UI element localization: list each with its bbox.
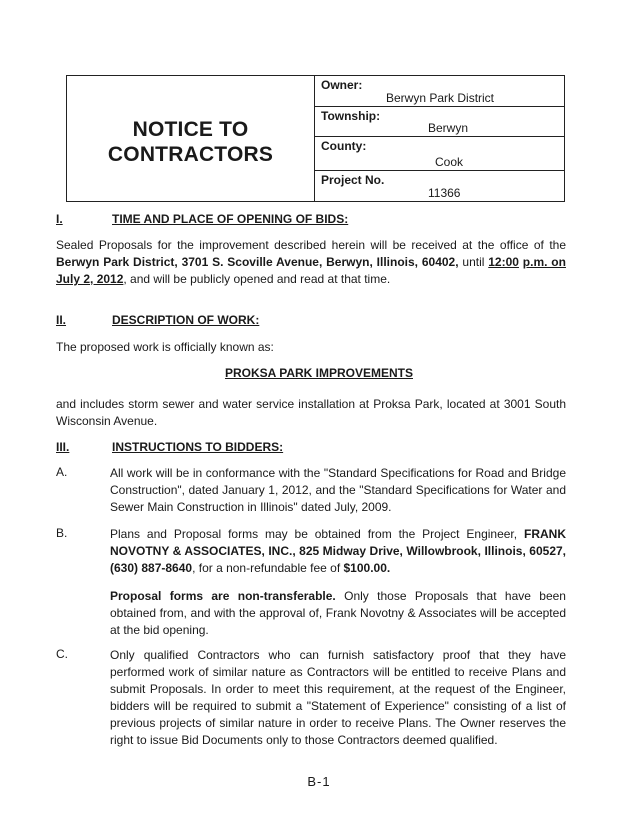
section-3-number: III.	[56, 440, 70, 454]
notice-title	[67, 117, 314, 167]
section-3-heading	[56, 440, 283, 454]
county-label: County:	[321, 139, 367, 153]
item-b-text	[110, 526, 566, 577]
section-1-line1: Sealed Proposals for the improvement described herein will be received at the office of the	[56, 238, 566, 252]
engineer-contact: FRANK NOVOTNY & ASSOCIATES, INC., 825 Midway Drive, Willowbrook, Illinois, 60527, (630) 887-8640	[110, 527, 566, 575]
item-b-fee: $100.00.	[343, 561, 391, 575]
section-1-until: until	[458, 255, 489, 269]
county-field	[315, 137, 564, 171]
item-a-letter: A.	[56, 465, 68, 479]
section-2-heading	[56, 313, 259, 327]
owner-field	[315, 76, 564, 107]
item-c-letter: C.	[56, 647, 68, 661]
section-2-intro: The proposed work is officially known as:	[56, 340, 274, 354]
notice-title-line2: CONTRACTORS	[107, 143, 274, 166]
item-b-text-start: Plans and Proposal forms may be obtained from the Project Engineer,	[110, 527, 524, 541]
non-transferable-notice: Proposal forms are non-transferable.	[110, 589, 336, 603]
page-number: B-1	[307, 774, 331, 789]
section-3-title: INSTRUCTIONS TO BIDDERS:	[112, 440, 284, 454]
township-label: Township:	[321, 109, 381, 123]
section-1-date: p.m. on July 2, 2012	[56, 255, 566, 286]
township-field	[315, 107, 564, 137]
item-b-note	[110, 588, 566, 639]
section-1-title: TIME AND PLACE OF OPENING OF BIDS:	[112, 212, 349, 226]
township-value: Berwyn	[428, 121, 469, 135]
project-label: Project No.	[321, 173, 385, 187]
notice-title-cell	[67, 76, 315, 201]
section-1-address: Berwyn Park District, 3701 S. Scoville Avenue, Berwyn, Illinois, 60402,	[56, 255, 459, 269]
section-2-description: and includes storm sewer and water service installation at Proksa Park, located at 3001 South Wisconsin Avenue.	[56, 397, 566, 428]
county-value: Cook	[435, 155, 464, 169]
section-1-paragraph	[56, 237, 566, 288]
item-b-fee-label: , for a non-refundable fee of	[192, 561, 344, 575]
project-field	[315, 171, 564, 202]
item-b-letter: B.	[56, 526, 68, 540]
item-b-note-text: Only those Proposals that have been obtained from, and with the approval of, Frank Novotny & Associates will be accepted at the bid opening.	[110, 589, 566, 637]
header-box	[66, 75, 565, 202]
section-1-rest: , and will be publicly opened and read at that time.	[123, 272, 391, 286]
owner-value: Berwyn Park District	[386, 91, 495, 105]
section-2-title: DESCRIPTION OF WORK:	[112, 313, 260, 327]
item-a-text: All work will be in conformance with the "Standard Specifications for Road and Bridge Construction", dated January 1, 2012, and the "Standard Specifications for Water and Sewer Main Construction in Illinois" dated July, 2009.	[110, 466, 566, 514]
section-1-number: I.	[56, 212, 63, 226]
notice-title-line1: NOTICE TO	[132, 118, 249, 141]
section-1-time: 12:00	[488, 255, 519, 269]
section-2-number: II.	[56, 313, 67, 327]
section-1-heading	[56, 212, 348, 226]
project-value: 11366	[428, 186, 461, 200]
project-name: PROKSA PARK IMPROVEMENTS	[224, 366, 413, 380]
owner-label: Owner:	[321, 78, 363, 92]
item-c-text: Only qualified Contractors who can furnish satisfactory proof that they have performed work of similar nature as Contractors will be entitled to receive Plans and submit Proposals. In order to meet this requirement, at the request of the Engineer, bidders will be required to submit a "Statement of Experience" consisting of a list of previous projects of similar nature in order to receive Plans. The Owner reserves the right to issue Bid Documents only to those Contractors deemed qualified.	[110, 648, 566, 747]
